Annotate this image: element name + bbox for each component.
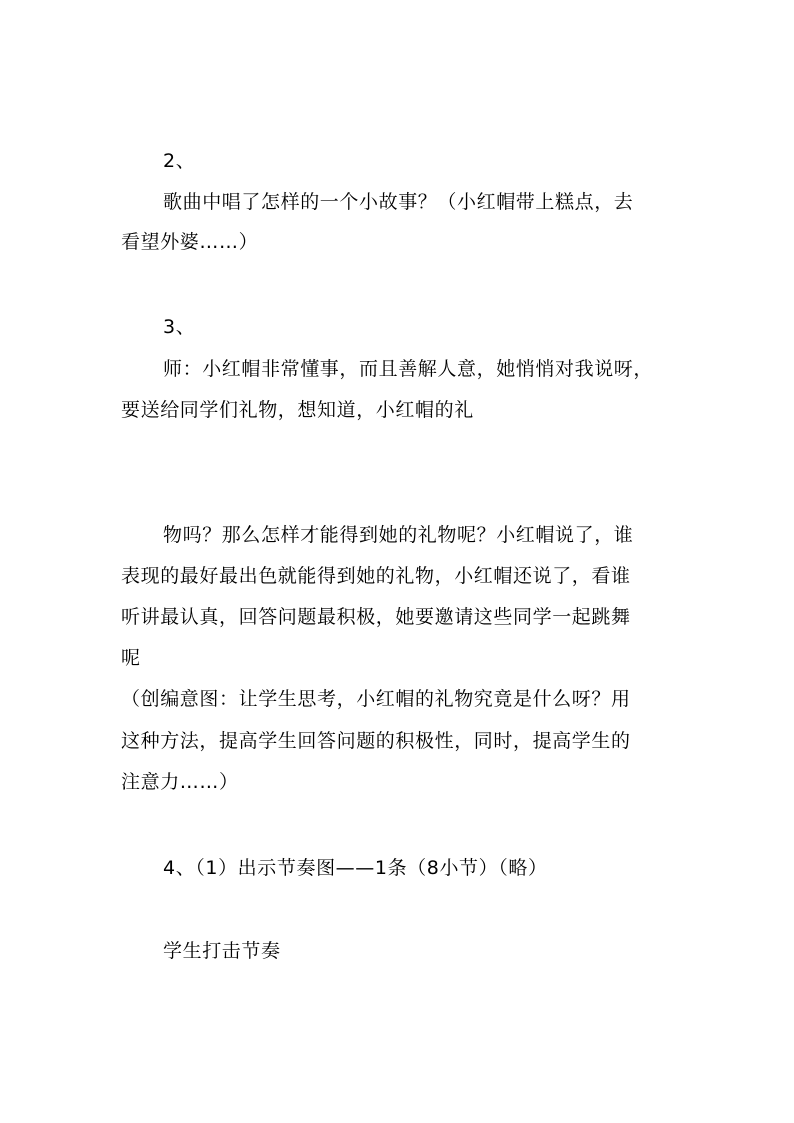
item-number-2: 2、 <box>163 150 196 172</box>
paragraph-line: 学生打击节奏 <box>163 940 281 962</box>
paragraph-line: 表现的最好最出色就能得到她的礼物，小红帽还说了，看谁 <box>121 565 631 587</box>
paragraph-line: 师：小红帽非常懂事，而且善解人意，她悄悄对我说呀， <box>163 358 654 380</box>
paragraph-line: 听讲最认真，回答问题最积极，她要邀请这些同学一起跳舞 <box>121 606 631 628</box>
paragraph-line: 歌曲中唱了怎样的一个小故事？（小红帽带上糕点，去 <box>163 191 634 213</box>
paragraph-line: 呢 <box>121 647 141 669</box>
paragraph-line: 要送给同学们礼物，想知道，小红帽的礼 <box>121 399 474 421</box>
paragraph-line: （创编意图：让学生思考，小红帽的礼物究竟是什么呀？用 <box>121 688 631 710</box>
paragraph-line: 看望外婆……） <box>121 231 259 253</box>
paragraph-line: 这种方法，提高学生回答问题的积极性，同时，提高学生的 <box>121 730 631 752</box>
item-number-4: 4、（1）出示节奏图——1条（8小节）（略） <box>163 857 548 879</box>
paragraph-line: 物吗？那么怎样才能得到她的礼物呢？小红帽说了，谁 <box>163 524 634 546</box>
paragraph-line: 注意力……） <box>121 771 239 793</box>
item-number-3: 3、 <box>163 316 196 338</box>
